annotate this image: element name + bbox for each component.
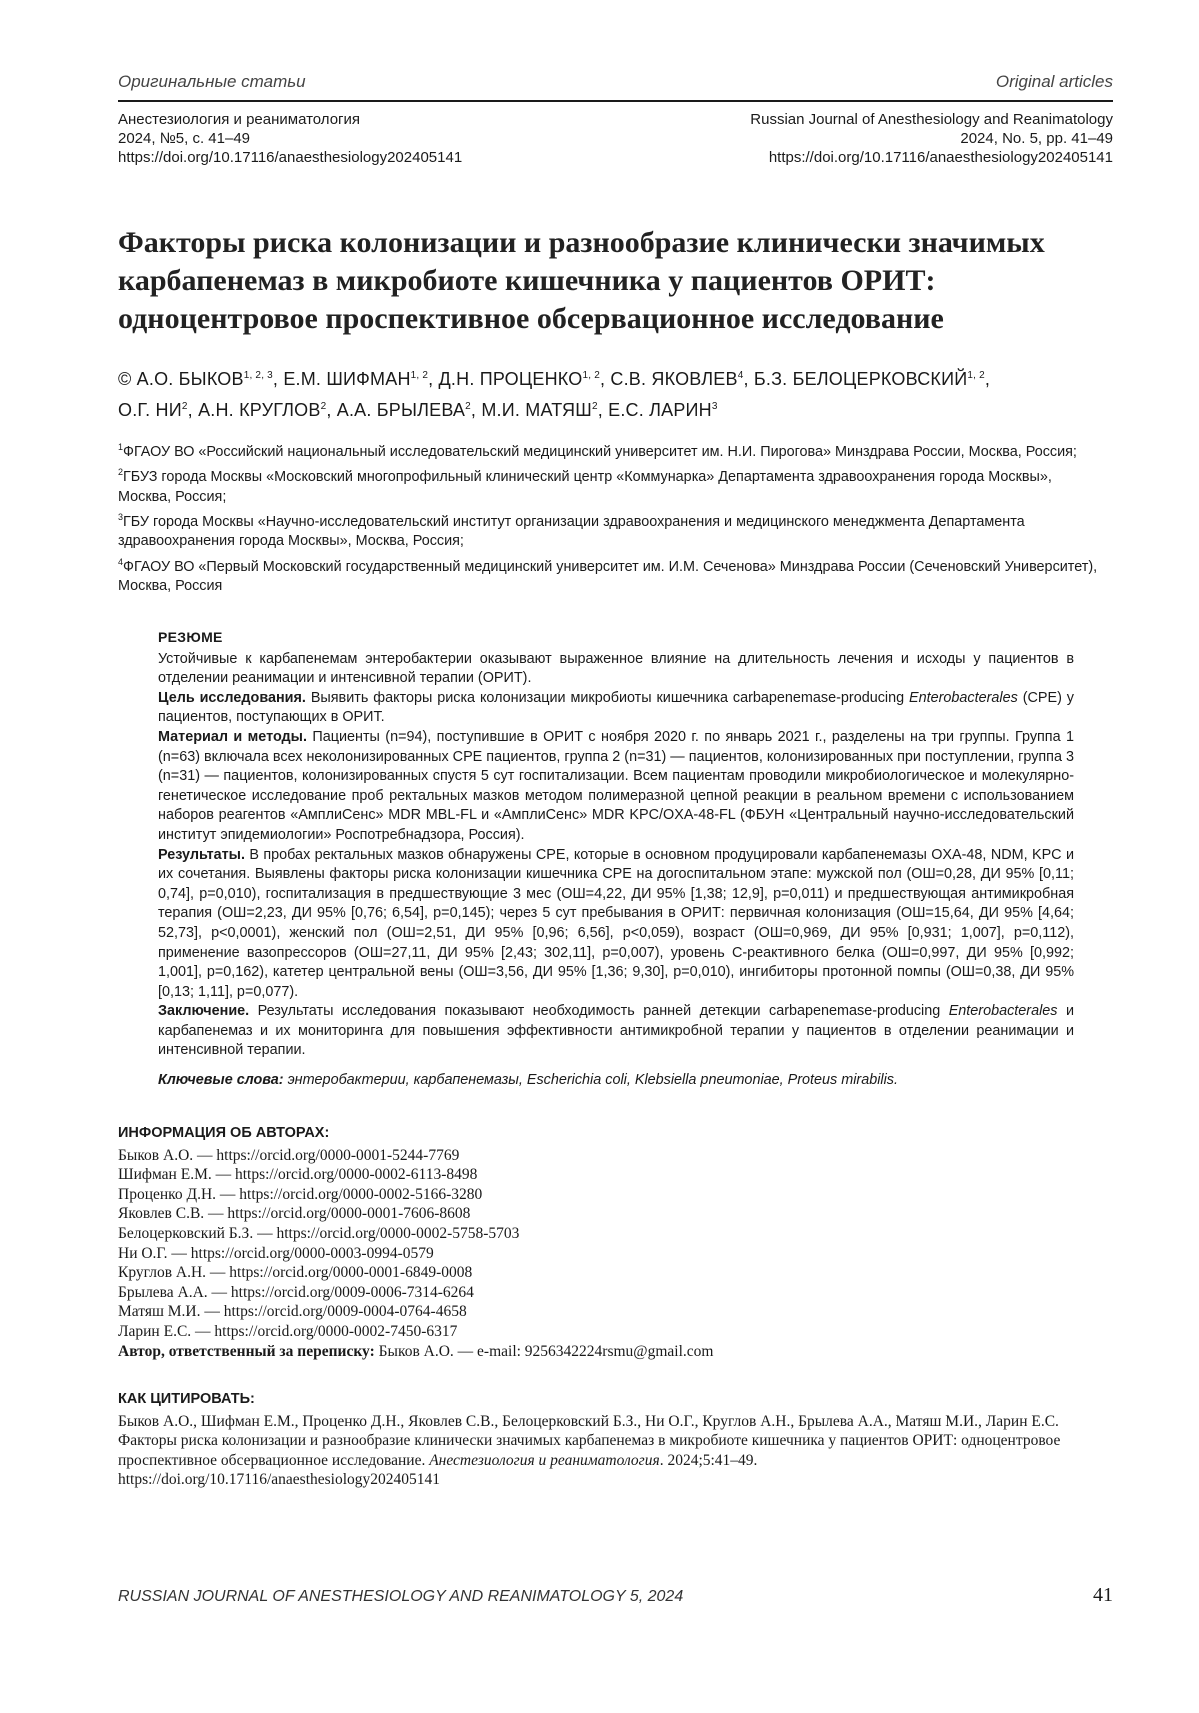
- orcid-line[interactable]: Проценко Д.Н. — https://orcid.org/0000-0002-5166-3280: [118, 1185, 483, 1203]
- orcid-line[interactable]: Матяш М.И. — https://orcid.org/0009-0004-0764-4658: [118, 1303, 467, 1321]
- orcid-list: [118, 1146, 1108, 1342]
- affiliation-text: ФГАОУ ВО «Первый Московский государственный медицинский университет им. И.М. Сеченова» Минздрава России (Сеченовский Университет), Москва, Россия: [118, 558, 1098, 595]
- abstract-methods: [158, 728, 1074, 846]
- affiliation-item: [118, 553, 1108, 597]
- affiliation-text: ГБУ города Москвы «Научно-исследовательский институт организации здравоохранения и медицинского менеджмента Департамента здравоохранения города Москвы», Москва, Россия;: [118, 513, 1025, 550]
- journal-issue-en: 2024, No. 5, pp. 41–49: [960, 130, 1113, 147]
- orcid-line[interactable]: Белоцерковский Б.З. — https://orcid.org/0000-0002-5758-5703: [118, 1224, 520, 1242]
- author-affiliation-mark: 2: [320, 401, 327, 412]
- citation-block: [118, 1390, 1108, 1490]
- abstract-results: [158, 846, 1074, 1003]
- author-affiliation-mark: 1, 2: [582, 370, 600, 381]
- author-affiliation-mark: 2: [591, 401, 598, 412]
- title-line: карбапенемаз в микробиоте кишечника у пациентов ОРИТ:: [118, 264, 936, 297]
- affiliation-text: ФГАОУ ВО «Российский национальный исследовательский медицинский университет им. Н.И. Пирогова» Минздрава России, Москва, Россия;: [123, 443, 1077, 460]
- title-line: одноцентровое проспективное обсервационное исследование: [118, 302, 944, 335]
- author-separator: ,: [984, 369, 991, 389]
- abstract-aim: [158, 689, 1074, 728]
- affiliation-number: 4: [118, 556, 124, 567]
- affiliation-item: [118, 463, 1108, 507]
- affiliation-number: 2: [118, 467, 124, 478]
- results-label: Результаты.: [158, 846, 245, 863]
- orcid-line[interactable]: Ларин Е.С. — https://orcid.org/0000-0002-7450-6317: [118, 1322, 458, 1340]
- author-separator: ,: [187, 400, 199, 420]
- journal-info-en: [750, 110, 1113, 167]
- author-name: А.Н. КРУГЛОВ: [198, 400, 321, 420]
- journal-name-ru: Анестезиология и реаниматология: [118, 111, 361, 128]
- author-separator: ,: [743, 369, 754, 389]
- author-affiliation-mark: 1, 2: [410, 370, 429, 381]
- affiliation-number: 1: [118, 442, 124, 452]
- author-separator: ,: [470, 400, 482, 420]
- aim-text-end: (CPE) у пациентов, поступающих в ОРИТ.: [158, 689, 1074, 726]
- author-name: © А.О. БЫКОВ: [118, 369, 244, 389]
- keywords: [158, 1071, 1074, 1091]
- author-info: [118, 1124, 1108, 1361]
- keywords-label: Ключевые слова:: [158, 1072, 284, 1089]
- author-separator: ,: [272, 369, 284, 389]
- author-separator: ,: [428, 369, 439, 389]
- author-name: С.В. ЯКОВЛЕВ: [610, 369, 738, 389]
- conclusion-text: Результаты исследования показывают необходимость ранней детекции carbapenemase-producing: [249, 1003, 949, 1020]
- orcid-line[interactable]: Быков А.О. — https://orcid.org/0000-0001-5244-7769: [118, 1146, 460, 1164]
- author-name: О.Г. НИ: [118, 400, 182, 420]
- aim-italic: Enterobacterales: [909, 689, 1018, 706]
- citation-journal: Анестезиология и реаниматология: [429, 1451, 660, 1469]
- corresponding-text: Быков А.О. — e-mail: 9256342224rsmu@gmail.com: [374, 1342, 714, 1360]
- orcid-line[interactable]: Брылева А.А. — https://orcid.org/0009-0006-7314-6264: [118, 1283, 474, 1301]
- citation-heading: КАК ЦИТИРОВАТЬ:: [118, 1391, 255, 1407]
- author-name: Е.С. ЛАРИН: [608, 400, 712, 420]
- orcid-line[interactable]: Круглов А.Н. — https://orcid.org/0000-0001-6849-0008: [118, 1264, 473, 1282]
- author-name: Д.Н. ПРОЦЕНКО: [438, 369, 583, 389]
- author-name: Б.З. БЕЛОЦЕРКОВСКИЙ: [753, 369, 968, 389]
- journal-issue-ru: 2024, №5, с. 41–49: [118, 130, 251, 147]
- orcid-line[interactable]: Шифман Е.М. — https://orcid.org/0000-0002-6113-8498: [118, 1166, 478, 1184]
- results-text: В пробах ректальных мазков обнаружены CPE, которые в основном продуцировали карбапенемазы OXA-48, NDM, KPC и их сочетания. Выявлены факторы риска колонизации кишечника CPE на догоспитальном этапе: мужской пол (ОШ=0,28, ДИ 95% [0,11; 0,74], p=0,010), госпитализация в предшествующие 3 мес (ОШ=4,22, ДИ 95% [1,38; 12,9], p=0,011) и предшествующая антимикробная терапия (ОШ=2,23, ДИ 95% [0,76; 6,54], p=0,145); через 5 сут пребывания в ОРИТ: первичная колонизация (ОШ=15,64, ДИ 95% [4,64; 52,73], p<0,0001), женский пол (ОШ=2,51, ДИ 95% [0,96; 6,56], p<0,059), возраст (ОШ=0,969, ДИ 95% [0,931; 1,007], p=0,112), применение вазопрессоров (ОШ=27,11, ДИ 95% [2,43; 302,11], p=0,007), уровень C-реактивного белка (ОШ=0,997, ДИ 95% [0,992; 1,001], p=0,162), катетер центральной вены (ОШ=3,56, ДИ 95% [1,36; 9,30], p=0,010), ингибиторы протонной помпы (ОШ=0,38, ДИ 95% [0,13; 1,11], p=0,077).: [158, 846, 1074, 1000]
- affiliation-item: [118, 438, 1108, 462]
- author-affiliation-mark: 2: [465, 401, 471, 412]
- page-number: 41: [1093, 1584, 1113, 1606]
- author-name: Е.М. ШИФМАН: [283, 369, 411, 389]
- section-header: [118, 70, 1113, 102]
- abstract: [158, 628, 1074, 1091]
- section-label-en: Original articles: [995, 72, 1113, 91]
- methods-text: Пациенты (n=94), поступившие в ОРИТ с ноября 2020 г. по январь 2021 г., разделены на три группы. Группа 1 (n=63) включала всех неколонизированных CPE пациентов, группа 2 (n=31) — пациентов, колонизированных при поступлении, группа 3 (n=31) — пациентов, колонизированных спустя 5 сут госпитализации. Всем пациентам проводили микробиологическое и молекулярно-генетическое исследование проб ректальных мазков методом полимеразной цепной реакции в реальном времени с использованием наборов реагентов «АмплиСенс» MDR MBL-FL и «АмплиСенс» MDR KPC/OXA-48-FL (ФБУН «Центральный научно-исследовательский институт эпидемиологии» Роспотребнадзора, Россия).: [158, 728, 1075, 843]
- conclusion-text-end: и карбапенемаз и их мониторинга для повышения эффективности антимикробной терапии у пациентов в отделении реанимации и интенсивной терапии.: [158, 1003, 1074, 1059]
- author-list: [118, 362, 1108, 424]
- article-title: [118, 224, 1108, 338]
- citation-body: Быков А.О., Шифман Е.М., Проценко Д.Н., Яковлев С.В., Белоцерковский Б.З., Ни О.Г., Круглов А.Н., Брылева А.А., Матяш М.И., Ларин Е.С. Факторы риска колонизации и разнообразие клинически значимых карбапенемаз в микробиоте кишечника у пациентов ОРИТ: одноцентровое проспективное обсервационное исследование.: [118, 1412, 1061, 1469]
- aim-text: Выявить факторы риска колонизации микробиоты кишечника carbapenemase-producing: [305, 689, 910, 706]
- corresponding-author: [118, 1342, 1108, 1362]
- author-affiliation-mark: 1, 2: [967, 370, 985, 381]
- author-affiliation-mark: 4: [737, 370, 744, 381]
- author-info-heading: ИНФОРМАЦИЯ ОБ АВТОРАХ:: [118, 1125, 330, 1141]
- affiliations: [118, 438, 1108, 598]
- abstract-conclusion: [158, 1002, 1074, 1061]
- footer-journal: RUSSIAN JOURNAL OF ANESTHESIOLOGY AND REANIMATOLOGY 5, 2024: [118, 1588, 684, 1605]
- keywords-text: энтеробактерии, карбапенемазы, Escherichia coli, Klebsiella pneumoniae, Proteus mirabilis.: [283, 1072, 899, 1089]
- abstract-intro: Устойчивые к карбапенемам энтеробактерии оказывают выраженное влияние на длительность лечения и исходы у пациентов в отделении реанимации и интенсивной терапии (ОРИТ).: [158, 650, 1074, 687]
- methods-label: Материал и методы.: [158, 728, 307, 745]
- author-affiliation-mark: 3: [711, 401, 718, 412]
- affiliation-text: ГБУЗ города Москвы «Московский многопрофильный клинический центр «Коммунарка» Департамента здравоохранения города Москвы», Москва, Россия;: [118, 469, 1052, 505]
- section-label-ru: Оригинальные статьи: [118, 72, 306, 91]
- author-name: М.И. МАТЯШ: [481, 400, 592, 420]
- title-line: Факторы риска колонизации и разнообразие клинически значимых: [118, 226, 1045, 259]
- affiliation-number: 3: [118, 512, 124, 523]
- journal-doi-en[interactable]: https://doi.org/10.17116/anaesthesiology202405141: [768, 149, 1113, 166]
- citation-doi[interactable]: https://doi.org/10.17116/anaesthesiology202405141: [118, 1471, 441, 1489]
- affiliation-item: [118, 508, 1108, 552]
- author-name: А.А. БРЫЛЕВА: [336, 400, 466, 420]
- journal-doi-ru[interactable]: https://doi.org/10.17116/anaesthesiology202405141: [118, 149, 463, 166]
- journal-name-en: Russian Journal of Anesthesiology and Reanimatology: [750, 111, 1113, 128]
- orcid-line[interactable]: Яковлев С.В. — https://orcid.org/0000-0001-7606-8608: [118, 1205, 471, 1223]
- author-affiliation-mark: 2: [181, 401, 188, 412]
- corresponding-label: Автор, ответственный за переписку:: [118, 1342, 375, 1360]
- journal-info-ru: [118, 110, 462, 167]
- abstract-heading: РЕЗЮМЕ: [158, 629, 223, 645]
- author-separator: ,: [326, 400, 337, 420]
- aim-label: Цель исследования.: [158, 689, 306, 706]
- orcid-line[interactable]: Ни О.Г. — https://orcid.org/0000-0003-0994-0579: [118, 1244, 434, 1262]
- citation-issue: . 2024;5:41–49.: [659, 1451, 758, 1469]
- author-affiliation-mark: 1, 2, 3: [243, 370, 273, 381]
- author-separator: ,: [599, 369, 611, 389]
- conclusion-italic: Enterobacterales: [948, 1003, 1058, 1020]
- author-separator: ,: [597, 400, 609, 420]
- conclusion-label: Заключение.: [158, 1003, 250, 1020]
- citation-text: [118, 1412, 1108, 1490]
